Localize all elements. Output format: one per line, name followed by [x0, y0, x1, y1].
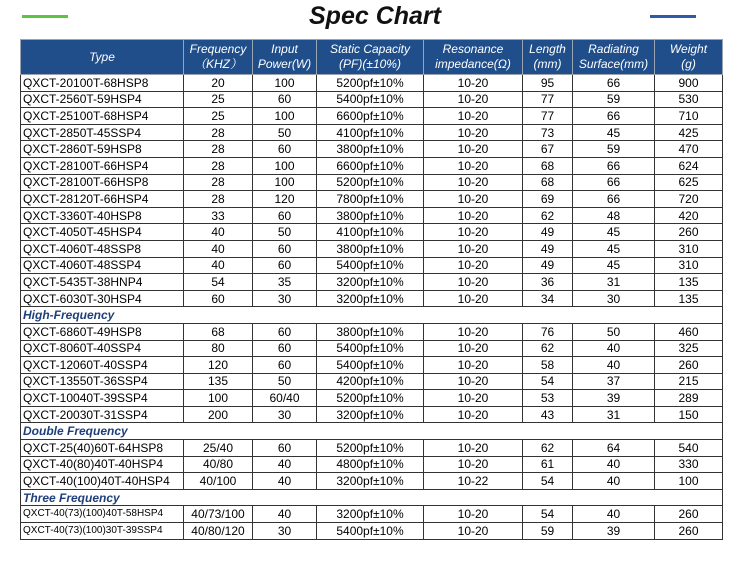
type-cell: QXCT-2860T-59HSP8: [21, 141, 184, 158]
value-cell: 10-20: [424, 523, 523, 540]
value-cell: 310: [655, 257, 723, 274]
value-cell: 61: [523, 456, 573, 473]
table-body: [21, 75, 723, 540]
table-row: [21, 357, 723, 374]
value-cell: 40: [184, 257, 253, 274]
value-cell: 10-20: [424, 390, 523, 407]
value-cell: 95: [523, 75, 573, 92]
type-cell: QXCT-28100T-66HSP4: [21, 157, 184, 174]
value-cell: 50: [573, 323, 655, 340]
value-cell: 53: [523, 390, 573, 407]
value-cell: 100: [253, 174, 317, 191]
column-header: [253, 40, 317, 75]
table-row: [21, 108, 723, 125]
column-header: [573, 40, 655, 75]
value-cell: 68: [184, 323, 253, 340]
section-label: Double Frequency: [21, 423, 723, 440]
value-cell: 6600pf±10%: [317, 108, 424, 125]
value-cell: 54: [184, 274, 253, 291]
column-header: [317, 40, 424, 75]
value-cell: 54: [523, 506, 573, 523]
value-cell: 40: [253, 506, 317, 523]
type-cell: QXCT-6030T-30HSP4: [21, 290, 184, 307]
value-cell: 10-20: [424, 207, 523, 224]
column-header-label: Frequency: [189, 42, 247, 56]
value-cell: 5200pf±10%: [317, 390, 424, 407]
type-cell: QXCT-6860T-49HSP8: [21, 323, 184, 340]
value-cell: 40: [573, 506, 655, 523]
table-row: [21, 124, 723, 141]
value-cell: 49: [523, 240, 573, 257]
type-cell: QXCT-25100T-68HSP4: [21, 108, 184, 125]
value-cell: 420: [655, 207, 723, 224]
table-row: [21, 91, 723, 108]
column-header-label: Length: [529, 42, 566, 56]
value-cell: 3200pf±10%: [317, 506, 424, 523]
value-cell: 10-20: [424, 191, 523, 208]
type-cell: QXCT-40(73)(100)30T-39SSP4: [21, 523, 184, 540]
table-row: [21, 390, 723, 407]
column-header-unit: Surface(mm): [578, 57, 649, 71]
column-header-unit: impedance(Ω): [435, 57, 511, 71]
value-cell: 31: [573, 406, 655, 423]
value-cell: 10-20: [424, 340, 523, 357]
value-cell: 45: [573, 124, 655, 141]
value-cell: 100: [253, 157, 317, 174]
table-row: [21, 290, 723, 307]
type-cell: QXCT-13550T-36SSP4: [21, 373, 184, 390]
value-cell: 45: [573, 224, 655, 241]
table-row: [21, 157, 723, 174]
value-cell: 66: [573, 174, 655, 191]
value-cell: 10-20: [424, 75, 523, 92]
type-cell: QXCT-25(40)60T-64HSP8: [21, 440, 184, 457]
value-cell: 40: [253, 473, 317, 490]
value-cell: 80: [184, 340, 253, 357]
value-cell: 59: [573, 141, 655, 158]
table-row: [21, 274, 723, 291]
value-cell: 37: [573, 373, 655, 390]
type-cell: QXCT-20100T-68HSP8: [21, 75, 184, 92]
column-header: [655, 40, 723, 75]
value-cell: 10-22: [424, 473, 523, 490]
table-row: [21, 406, 723, 423]
column-header-label: Radiating: [588, 42, 639, 56]
type-cell: QXCT-3360T-40HSP8: [21, 207, 184, 224]
column-header-unit: (PF)(±10%): [339, 57, 401, 71]
value-cell: 60: [253, 257, 317, 274]
value-cell: 40/100: [184, 473, 253, 490]
value-cell: 470: [655, 141, 723, 158]
table-row: [21, 191, 723, 208]
value-cell: 30: [253, 406, 317, 423]
type-cell: QXCT-4050T-45HSP4: [21, 224, 184, 241]
value-cell: 30: [573, 290, 655, 307]
value-cell: 40/80: [184, 456, 253, 473]
column-header: [21, 40, 184, 75]
value-cell: 5400pf±10%: [317, 91, 424, 108]
column-header-label: Weight: [669, 42, 708, 56]
column-header-label: Type: [89, 49, 115, 64]
value-cell: 624: [655, 157, 723, 174]
table-row: [21, 224, 723, 241]
value-cell: 60: [253, 207, 317, 224]
value-cell: 5400pf±10%: [317, 357, 424, 374]
table-row: [21, 174, 723, 191]
value-cell: 60: [253, 440, 317, 457]
value-cell: 10-20: [424, 274, 523, 291]
value-cell: 10-20: [424, 141, 523, 158]
value-cell: 5200pf±10%: [317, 440, 424, 457]
value-cell: 54: [523, 373, 573, 390]
value-cell: 35: [253, 274, 317, 291]
table-row: [21, 373, 723, 390]
value-cell: 3200pf±10%: [317, 274, 424, 291]
value-cell: 39: [573, 523, 655, 540]
section-row: [21, 307, 723, 324]
table-row: [21, 240, 723, 257]
value-cell: 69: [523, 191, 573, 208]
value-cell: 710: [655, 108, 723, 125]
value-cell: 10-20: [424, 373, 523, 390]
value-cell: 3800pf±10%: [317, 141, 424, 158]
value-cell: 10-20: [424, 224, 523, 241]
type-cell: QXCT-2560T-59HSP4: [21, 91, 184, 108]
value-cell: 68: [523, 174, 573, 191]
value-cell: 60: [253, 323, 317, 340]
value-cell: 60: [253, 340, 317, 357]
value-cell: 135: [184, 373, 253, 390]
value-cell: 289: [655, 390, 723, 407]
table-row: [21, 141, 723, 158]
value-cell: 135: [655, 290, 723, 307]
value-cell: 60: [253, 357, 317, 374]
value-cell: 34: [523, 290, 573, 307]
value-cell: 10-20: [424, 157, 523, 174]
value-cell: 10-20: [424, 506, 523, 523]
value-cell: 460: [655, 323, 723, 340]
table-row: [21, 257, 723, 274]
value-cell: 4800pf±10%: [317, 456, 424, 473]
value-cell: 10-20: [424, 91, 523, 108]
value-cell: 5400pf±10%: [317, 257, 424, 274]
table-row: [21, 506, 723, 523]
value-cell: 28: [184, 124, 253, 141]
type-cell: QXCT-40(100)40T-40HSP4: [21, 473, 184, 490]
value-cell: 330: [655, 456, 723, 473]
value-cell: 5400pf±10%: [317, 523, 424, 540]
value-cell: 150: [655, 406, 723, 423]
type-cell: QXCT-4060T-48SSP4: [21, 257, 184, 274]
value-cell: 260: [655, 506, 723, 523]
value-cell: 54: [523, 473, 573, 490]
value-cell: 720: [655, 191, 723, 208]
table-row: [21, 456, 723, 473]
value-cell: 10-20: [424, 240, 523, 257]
value-cell: 310: [655, 240, 723, 257]
value-cell: 10-20: [424, 124, 523, 141]
column-header: [523, 40, 573, 75]
value-cell: 64: [573, 440, 655, 457]
value-cell: 3200pf±10%: [317, 290, 424, 307]
section-row: [21, 423, 723, 440]
table-row: [21, 340, 723, 357]
value-cell: 20: [184, 75, 253, 92]
column-header: [184, 40, 253, 75]
value-cell: 10-20: [424, 357, 523, 374]
title-bar: [0, 0, 750, 38]
value-cell: 900: [655, 75, 723, 92]
value-cell: 28: [184, 191, 253, 208]
value-cell: 5200pf±10%: [317, 75, 424, 92]
value-cell: 3200pf±10%: [317, 406, 424, 423]
value-cell: 25: [184, 108, 253, 125]
value-cell: 4100pf±10%: [317, 224, 424, 241]
value-cell: 25/40: [184, 440, 253, 457]
table-row: [21, 323, 723, 340]
column-header-unit: (mm): [533, 57, 562, 71]
value-cell: 260: [655, 357, 723, 374]
value-cell: 5400pf±10%: [317, 340, 424, 357]
value-cell: 49: [523, 257, 573, 274]
value-cell: 62: [523, 340, 573, 357]
value-cell: 59: [523, 523, 573, 540]
value-cell: 66: [573, 191, 655, 208]
value-cell: 66: [573, 157, 655, 174]
value-cell: 3800pf±10%: [317, 207, 424, 224]
value-cell: 66: [573, 108, 655, 125]
value-cell: 260: [655, 523, 723, 540]
value-cell: 625: [655, 174, 723, 191]
value-cell: 10-20: [424, 456, 523, 473]
value-cell: 120: [184, 357, 253, 374]
value-cell: 60: [184, 290, 253, 307]
value-cell: 60: [253, 141, 317, 158]
value-cell: 100: [253, 108, 317, 125]
type-cell: QXCT-20030T-31SSP4: [21, 406, 184, 423]
value-cell: 40: [253, 456, 317, 473]
value-cell: 25: [184, 91, 253, 108]
value-cell: 30: [253, 523, 317, 540]
table-row: [21, 473, 723, 490]
value-cell: 28: [184, 141, 253, 158]
value-cell: 4100pf±10%: [317, 124, 424, 141]
type-cell: QXCT-5435T-38HNP4: [21, 274, 184, 291]
value-cell: 48: [573, 207, 655, 224]
column-header-unit: Power(W): [257, 57, 312, 71]
type-cell: QXCT-40(73)(100)40T-58HSP4: [21, 506, 184, 523]
value-cell: 100: [184, 390, 253, 407]
table-row: [21, 440, 723, 457]
type-cell: QXCT-28120T-66HSP4: [21, 191, 184, 208]
value-cell: 40: [573, 473, 655, 490]
value-cell: 10-20: [424, 440, 523, 457]
type-cell: QXCT-40(80)40T-40HSP4: [21, 456, 184, 473]
table-row: [21, 523, 723, 540]
table-row: [21, 75, 723, 92]
page-title: Spec Chart: [309, 2, 441, 30]
value-cell: 40: [573, 357, 655, 374]
value-cell: 4200pf±10%: [317, 373, 424, 390]
value-cell: 3800pf±10%: [317, 323, 424, 340]
value-cell: 6600pf±10%: [317, 157, 424, 174]
value-cell: 40: [573, 340, 655, 357]
value-cell: 215: [655, 373, 723, 390]
value-cell: 28: [184, 157, 253, 174]
value-cell: 200: [184, 406, 253, 423]
value-cell: 68: [523, 157, 573, 174]
value-cell: 10-20: [424, 323, 523, 340]
value-cell: 530: [655, 91, 723, 108]
value-cell: 10-20: [424, 406, 523, 423]
value-cell: 3200pf±10%: [317, 473, 424, 490]
value-cell: 36: [523, 274, 573, 291]
value-cell: 100: [253, 75, 317, 92]
section-label: Three Frequency: [21, 489, 723, 506]
value-cell: 49: [523, 224, 573, 241]
value-cell: 31: [573, 274, 655, 291]
section-row: [21, 489, 723, 506]
header-row: [21, 40, 723, 75]
value-cell: 62: [523, 440, 573, 457]
value-cell: 3800pf±10%: [317, 240, 424, 257]
value-cell: 62: [523, 207, 573, 224]
value-cell: 5200pf±10%: [317, 174, 424, 191]
type-cell: QXCT-2850T-45SSP4: [21, 124, 184, 141]
value-cell: 50: [253, 224, 317, 241]
value-cell: 10-20: [424, 174, 523, 191]
spec-table: [20, 39, 723, 540]
type-cell: QXCT-8060T-40SSP4: [21, 340, 184, 357]
type-cell: QXCT-4060T-48SSP8: [21, 240, 184, 257]
value-cell: 100: [655, 473, 723, 490]
type-cell: QXCT-10040T-39SSP4: [21, 390, 184, 407]
column-header: [424, 40, 523, 75]
value-cell: 76: [523, 323, 573, 340]
value-cell: 7800pf±10%: [317, 191, 424, 208]
value-cell: 40: [184, 224, 253, 241]
column-header-label: Resonance: [442, 42, 504, 56]
value-cell: 43: [523, 406, 573, 423]
value-cell: 40: [573, 456, 655, 473]
column-header-label: Input: [271, 42, 298, 56]
value-cell: 66: [573, 75, 655, 92]
value-cell: 60: [253, 240, 317, 257]
value-cell: 77: [523, 91, 573, 108]
value-cell: 40: [184, 240, 253, 257]
value-cell: 135: [655, 274, 723, 291]
value-cell: 28: [184, 174, 253, 191]
value-cell: 120: [253, 191, 317, 208]
value-cell: 50: [253, 124, 317, 141]
value-cell: 425: [655, 124, 723, 141]
column-header-unit: (g): [681, 57, 696, 71]
value-cell: 60/40: [253, 390, 317, 407]
value-cell: 60: [253, 91, 317, 108]
value-cell: 77: [523, 108, 573, 125]
value-cell: 50: [253, 373, 317, 390]
value-cell: 45: [573, 240, 655, 257]
value-cell: 10-20: [424, 257, 523, 274]
value-cell: 73: [523, 124, 573, 141]
table-row: [21, 207, 723, 224]
decorative-line-right: [650, 15, 696, 18]
value-cell: 30: [253, 290, 317, 307]
value-cell: 45: [573, 257, 655, 274]
value-cell: 67: [523, 141, 573, 158]
value-cell: 260: [655, 224, 723, 241]
value-cell: 33: [184, 207, 253, 224]
value-cell: 58: [523, 357, 573, 374]
value-cell: 39: [573, 390, 655, 407]
value-cell: 540: [655, 440, 723, 457]
column-header-label: Static Capacity: [329, 42, 411, 56]
value-cell: 10-20: [424, 290, 523, 307]
section-label: High-Frequency: [21, 307, 723, 324]
column-header-unit: （KHZ）: [193, 57, 242, 71]
type-cell: QXCT-28100T-66HSP8: [21, 174, 184, 191]
value-cell: 40/80/120: [184, 523, 253, 540]
value-cell: 59: [573, 91, 655, 108]
value-cell: 40/73/100: [184, 506, 253, 523]
value-cell: 325: [655, 340, 723, 357]
value-cell: 10-20: [424, 108, 523, 125]
type-cell: QXCT-12060T-40SSP4: [21, 357, 184, 374]
